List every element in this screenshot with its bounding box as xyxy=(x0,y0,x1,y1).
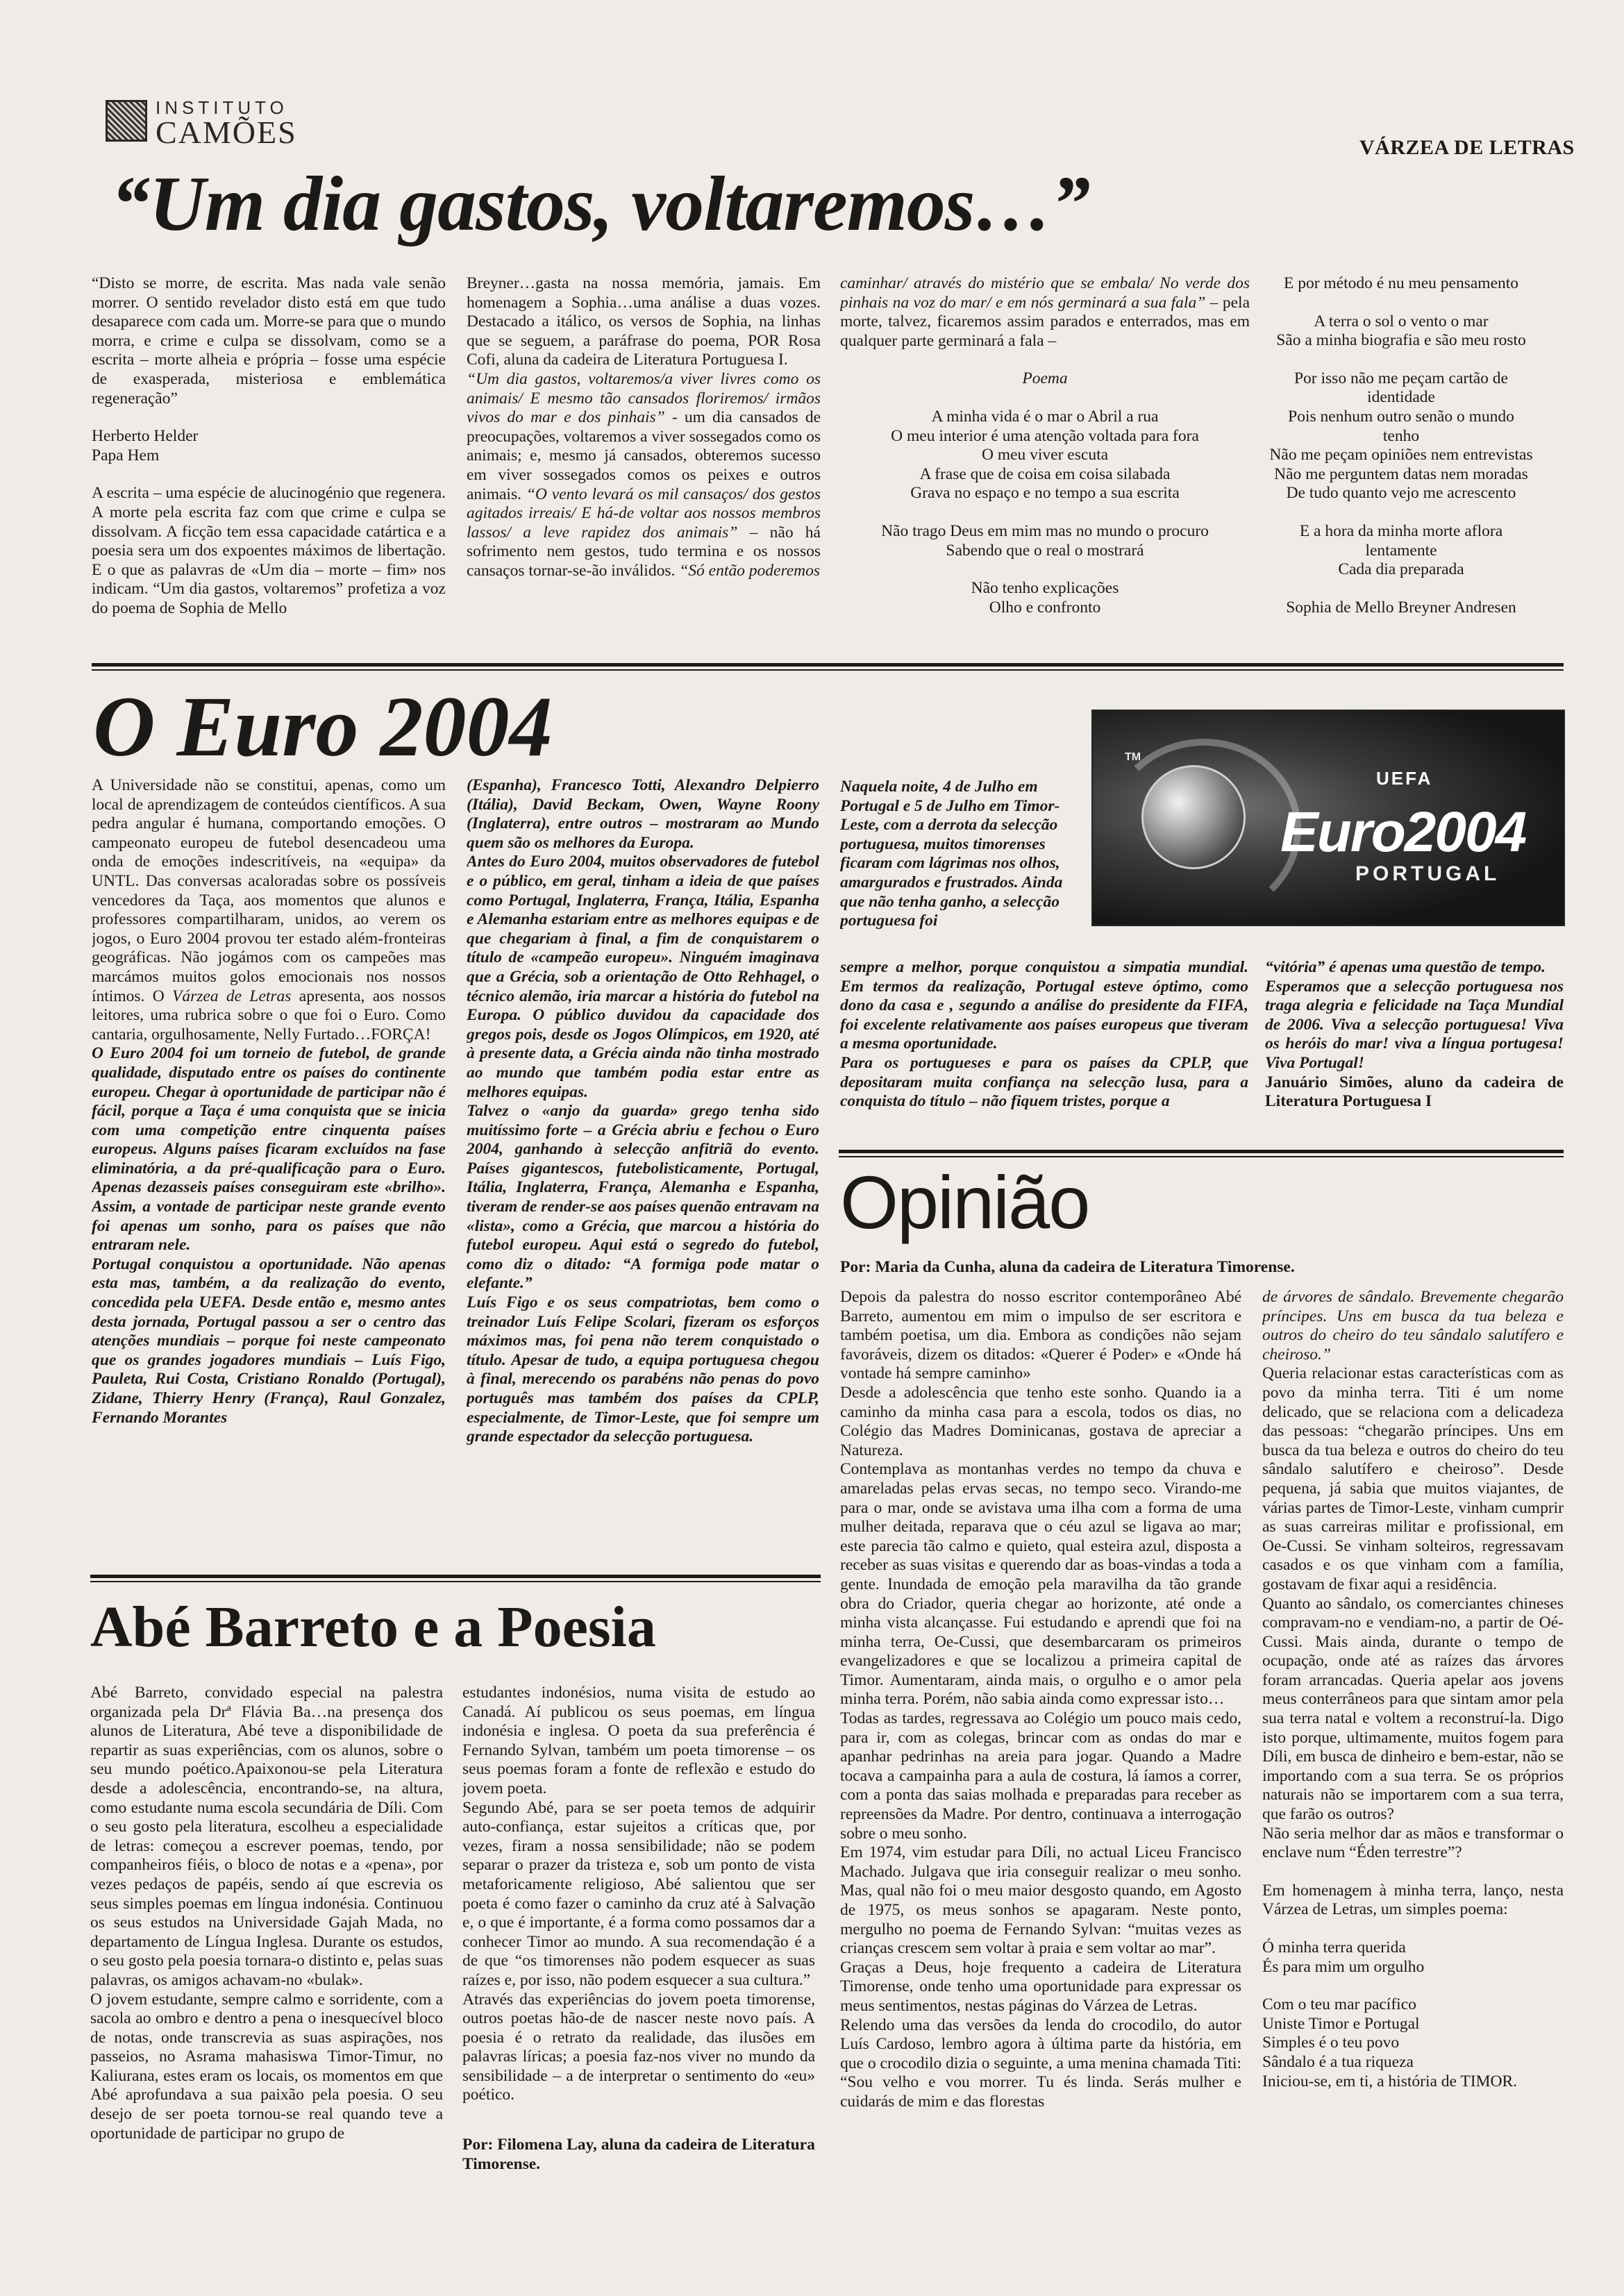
body-paragraph: Abé Barreto, convidado especial na palestra organizada pela Drª Flávia Ba…na presença dos alunos de Literatura, Abé teve a disponibilidade de repartir as suas experiências, com os alunos, sobre o seu mundo poético.Apaixonou-se pela Literatura desde a adolescência, encontrando-se, na altura, como estudante numa escola secundária de Díli. Com o seu gosto pela literatura, escolheu a especialidade de letras: começou a escrever poemas, tendo, por companheiros fiéis, o bloco de notas e a «pena», por vezes pedaços de papéis, sendo aí que escrevia os seus simples poemas em língua indonésia. Continuou os seus estudos na Universidade Gajah Mada, no departamento de Língua Inglesa. Durante os estudos, o seu gosto pela poesia tornara-o distinto e, pelas suas palavras, os amigos achavam-no «bulak». O jovem estudante, sempre calmo e sorridente, com a sacola ao ombro e dentro a pena o inesquecível bloco de notas, onde transcrevia as suas aspirações, nos passeios, no Asrama mahasiswa Timor-Timur, no Kaliurana, estes eram os locais, os momentos em que Abé aprofundava a sua paixão pela poesia. O seu desejo de ser poeta tornou-se real quando teve a oportunidade de participar no grupo de xyxy=(90,1684,443,2143)
section-divider xyxy=(90,1575,821,1582)
section-divider xyxy=(839,1150,1564,1157)
article1-headline: “Um dia gastos, voltaremos…” xyxy=(111,161,1090,247)
article1-col3 xyxy=(840,274,1250,649)
article1-col4: E por método é nu meu pensamento A terra o sol o vento o mar São a minha biografia e são meu rosto Por isso não me peçam cartão de identidade Pois nenhum outro senão o mundo tenho Não me peçam opiniões nem entrevistas Não me perguntem datas nem moradas De tudo quanto vejo me acrescento E a hora da minha morte aflora lentamente Cada dia preparada Sophia de Mello Breyner Andresen xyxy=(1269,274,1533,617)
article2-headline: O Euro 2004 xyxy=(93,679,553,774)
body-paragraph: Depois da palestra do nosso escritor contemporâneo Abé Barreto, aumentou em mim o impulso de ser escritora e também poetisa, um dia. Embora as condições não sejam favoráveis, dizem os ditados: «Querer é Poder» e «Onde há vontade há sempre caminho» Desde a adolescência que tenho este sonho. Quando ia a caminho da minha casa para a escola, todos os dias, no Colégio das Madres Dominicanas, gostava de apreciar a Natureza. Contemplava as montanhas verdes no tempo da chuva e amareladas pelas ervas secas, no tempo seco. Virando-me para o mar, onde se avistava uma ilha com a forma de uma mulher deitada, reparava que o céu azul se ligava ao mar; este parecia tão calmo e quieto, qual esteira azul, disposta a receber as suas visitas e querendo dar as boas-vindas a toda a gente. Inundada de emoção pela maravilha da tão grande obra do Criador, queria chegar ao horizonte, até onde a minha vista alcançasse. Fui estudando e aprendi que foi na minha terra, Oe-Cussi, que desembarcaram os primeiros evangelizadores e que se localizou a primeira capital de Timor. Aumentaram, ainda mais, o orgulho e o amor pela minha terra. Porém, não sabia ainda como expressar isto… Todas as tardes, regressava ao Colégio um pouco mais cedo, para ir, com as colegas, brincar com as ondas do mar e apanhar pedrinhas na areia para jogar. Quando a Madre tocava a campainha para a aula de costura, lá íamos a correr, com a ponta das saias molhada e preparadas para receber as repreensões da Madre. Por dentro, continuava a interrogação sobre o meu sonho. Em 1974, vim estudar para Díli, no actual Liceu Francisco Machado. Julgava que iria conseguir realizar o meu sonho. Mas, qual não foi o meu maior desgosto quando, em Agosto de 1975, os meus sonhos se apagaram. Neste ponto, mergulho no poema de Fernando Sylvan: “muitas vezes as crianças crescem sem voltar à praia e sem voltar ao mar”. Graças a Deus, hoje frequento a cadeira de Literatura Timorense, onde tenho uma oportunidade para expressar os meus sentimentos, nestas páginas do Várzea de Letras. Relendo uma das versões da lenda do crocodilo, do autor Luís Cardoso, lembro agora à última parte da história, em que o crocodilo dizia o seguinte, a uma menina chamada Titi: “Sou velho e vou morrer. Tu és linda. Serás mulher e cuidarás de mim e das florestas xyxy=(840,1288,1241,2111)
portugal-label: PORTUGAL xyxy=(1355,862,1500,885)
swirl-icon xyxy=(1107,739,1301,919)
poem-stanza-a: A minha vida é o mar o Abril a rua O meu interior é uma atenção voltada para fora O meu viver escuta A frase que de coisa em coisa silabada Grava no espaço e no tempo a sua escrita Não trago Deus em mim mas no mundo o procuro Sabendo que o real o mostrará Não tenho explicações Olho e confronto xyxy=(881,407,1209,617)
article3-author: Por: Filomena Lay, aluna da cadeira de Literatura Timorense. xyxy=(462,2136,815,2173)
body-paragraph: Breyner…gasta na nossa memória, jamais. Em homenagem a Sophia…uma análise a duas vozes. Destacado a itálico, os versos de Sophia, na linhas que se seguem, a paráfrase do poema, POR Rosa Cofi, aluna da cadeira de Literatura Portuguesa I. “Um dia gastos, voltaremos/a viver livres como os animais/ E mesmo tão cansados floriremos/ irmãos vivos do mar e dos pinhais” - um dia cansados de preocupações, voltaremos a viver sossegados como os animais; e, mesmo já cansados, obteremos sucesso em viver sossegados comos os peixes e outros animais. “O vento levará os mil cansaços/ dos gestos agitados irreais/ E há-de voltar aos nossos membros lassos/ a leve rapidez dos animais” – não há sofrimento nem gestos, tudo termina e os nossos cansaços tornar-se-ão inválidos. “Só então poderemos xyxy=(467,274,821,580)
body-paragraph: O Euro 2004 foi um torneio de futebol, de grande qualidade, disputado entre os países do continente europeu. Chegar à oportunidade de participar não é fácil, porque a Taça é uma conquista que se inicia com uma competição entre cinquenta países europeus. Alguns países ficaram excluídos na fase eliminatória, a da pré-qualificação para o Euro. Apenas dezasseis países conseguiram este «brilho». Assim, a vontade de participar neste grande evento foi apenas um sonho, para os países que não entraram nele. xyxy=(92,1044,446,1255)
poem-title: Poema xyxy=(1022,369,1068,388)
section-label: VÁRZEA DE LETRAS xyxy=(1359,136,1575,159)
article4-col2: de árvores de sândalo. Brevemente chegarão príncipes. Uns em busca da tua beleza e outros do cheiro do teu sândalo salutífero e cheiroso.” Queria relacionar estas características com as povo da minha terra. Titi é um nome delicado, que se relaciona com a delicadeza das pessoas: “chegarão príncipes. Uns em busca da tua beleza e outros do cheiro do teu sândalo salutífero e cheiroso”. Desde pequena, já sabia que muitos viajantes, de várias partes de Timor-Leste, vinham cumprir as suas carreiras militar e profissional, em Oe-Cussi. Se vinham solteiros, regressavam casados e os que vinham com a família, gostavam de fixar aqui a residência. Quanto ao sândalo, os comerciantes chineses compravam-no e vendiam-no, a partir de Oé-Cussi. Mais ainda, durante o tempo de ocupação, onde até as raízes das árvores foram arrancadas. Queria apelar aos jovens meus conterrâneos para que sintam amor pela sua terra natal e voltem a reconstruí-la. Digo isto porque, ultimamente, muitos fogem para Díli, em busca de dinheiro e bem-estar, não se importando com a sua terra. Se os próprios naturais não se importarem com a sua terra, que farão os outros? Não seria melhor dar as mãos e transformar o enclave num “Éden terrestre”? Em homenagem à minha terra, lanço, nesta Várzea de Letras, um simples poema: Ó minha terra querida És para mim um orgulho Com o teu mar pacífico Uniste Timor e Portugal Simples é o teu povo Sândalo é a tua riqueza Iniciou-se, em ti, a história de TIMOR. xyxy=(1262,1288,1564,2090)
article4-headline: Opinião xyxy=(840,1160,1089,1244)
article3-headline: Abé Barreto e a Poesia xyxy=(90,1595,656,1659)
section-divider xyxy=(92,663,1564,671)
body-paragraph: Portugal conquistou a oportunidade. Não apenas esta mas, também, a da realização do evento, concedida pela UEFA. Desde então e, mesmo antes desta jornada, Portugal passou a ser o centro das atenções mundiais – porque foi neste campeonato que os grandes jogadores mundiais – Luís Figo, Pauleta, Rui Costa, Cristiano Ronaldo (Portugal), Zidane, Thierry Henry (França), Raul Gonzalez, Fernando Morantes xyxy=(92,1255,446,1427)
article2-author: Januário Simões, aluno da cadeira de Literatura Portuguesa I xyxy=(1265,1073,1564,1111)
article2-col2: (Espanha), Francesco Totti, Alexandro Delpierro (Itália), David Beckam, Owen, Wayne Roony (Inglaterra), entre outros – mostraram ao Mundo quem são os melhores da Europa. Antes do Euro 2004, muitos observadores de futebol e o público, em geral, tinham a ideia de que países como Portugal, Inglaterra, França, Itália, Espanha e Alemanha estariam entre as melhores equipas e de que chegariam à final, a fim de conquistarem o título de «campeão europeu». Ninguém imaginava que a Grécia, sob a orientação de Otto Rehhagel, o técnico alemão, iria marcar a história do futebol na Europa. O público duvidou da capacidade dos gregos pois, desde os Jogos Olímpicos, em 1920, até à presente data, a Grécia ainda não tinha mostrado ao mundo que também podia estar entre as melhores equipas. Talvez o «anjo da guarda» grego tenha sido muitíssimo forte – a Grécia abriu e fechou o Euro 2004, ganhando à selecção anfitriã do evento. Países gigantescos, futebolisticamente, Portugal, Itália, Inglaterra, França, Alemanha e Espanha, tiveram de render-se aos países quenão entravam na «lista», como a Grécia, que marcou a história do futebol europeu. Aqui está o segredo do futebol, como diz o ditado: “A formiga pode matar o elefante.” Luís Figo e os seus compatriotas, bem como o treinador Luís Felipe Scolari, fizeram os esforços máximos mas, foi pena não terem conquistado o título. Apesar de tudo, a equipa portuguesa chegou à final, merecendo os parabéns não penas do povo português mas também dos países da CPLP, especialmente, de Timor-Leste, que foi sempre um grande espectador da selecção portuguesa. xyxy=(467,776,819,1446)
logo-emblem-icon xyxy=(106,100,147,142)
closing-poem: Ó minha terra querida És para mim um orgulho Com o teu mar pacífico Uniste Timor e Portugal Simples é o teu povo Sândalo é a tua riqueza Iniciou-se, em ti, a história de TIMOR. xyxy=(1262,1938,1518,2090)
euro2004-image xyxy=(1091,710,1565,926)
article2-col4: “vitória” é apenas uma questão de tempo. Esperamos que a selecção portuguesa nos traga alegria e felicidade na Taça Mundial de 2006. Viva a selecção portuguesa! Viva os heróis do mar! viva a língua portugesa! Viva Portugal! Januário Simões, aluno da cadeira de Literatura Portuguesa I xyxy=(1265,958,1564,1111)
article4-byline: Por: Maria da Cunha, aluna da cadeira de Literatura Timorense. xyxy=(840,1258,1295,1276)
article1-col2 xyxy=(467,274,821,649)
article2-col3-top: Naquela noite, 4 de Julho em Portugal e 5 de Julho em Timor-Leste, com a derrota da selecção portuguesa, muitos timorenses ficaram com lágrimas nos olhos, amargurados e frustrados. Ainda que não tenha ganho, a selecção portuguesa foi xyxy=(840,778,1063,930)
euro2004-brand: Euro2004 xyxy=(1280,801,1526,864)
logo-line2: CAMÕES xyxy=(156,115,297,150)
poem-author: Sophia de Mello Breyner Andresen xyxy=(1286,598,1516,617)
body-paragraph: A Universidade não se constitui, apenas, como um local de aprendizagem de conteúdos científicos. A sua pedra angular é humana, comportando emoções. O campeonato europeu de futebol desencadeou uma onda de emoções indescritíveis, na «equipa» da UNTL. Das conversas acaloradas sobre os possíveis vencedores da Taça, aos momentos que alunos e professores compartilharam, unidos, ao verem os jogos, o Euro 2004 provou ter estado além-fronteiras geográficas. Não jogámos com os campeões mas marcámos muitos golos emocionais nos nossos íntimos. O Várzea de Letras apresenta, aos nossos leitores, uma rubrica sobre o que foi o Euro. Como cantaria, orgulhosamente, Nelly Furtado…FORÇA! xyxy=(92,776,446,1044)
article3-col2 xyxy=(462,1684,815,2239)
logo-line1: INSTITUTO xyxy=(156,97,288,118)
quote-paragraph: “Disto se morre, de escrita. Mas nada vale senão morrer. O sentido revelador disto está em que tudo desaparece com cada um. Morre-se para que o mundo morra, e crime e culpa se dissolvam, como se a escrita – morte alheia e própria – fosse uma espécie de exasperada, misteriosa e emblemática regeneração” xyxy=(92,274,446,408)
article1-col1 xyxy=(92,274,446,649)
article2-col3: sempre a melhor, porque conquistou a simpatia mundial. Em termos da realização, Portugal esteve óptimo, como dono da casa e , segundo a análise do presidente da FIFA, foi excelente relativamente aos países europeus que tiveram a mesma oportunidade. Para os portugueses e para os países da CPLP, que depositaram muita confiança na selecção lusa, para a conquista do título – não fiquem tristes, porque a xyxy=(840,958,1248,1111)
tm-mark: TM xyxy=(1125,751,1141,763)
article4-col1 xyxy=(840,1288,1241,2229)
body-paragraph: A escrita – uma espécie de alucinogénio que regenera. A morte pela escrita faz com que crime e culpa se dissolvam. A ficção tem essa capacidade catártica e a poesia sera um dos expoentes máximos de libertação. E o que as palavras de «Um dia – morte – fim» nos indicam. “Um dia gastos, voltaremos” profetiza a voz do poema de Sophia de Mello xyxy=(92,484,446,617)
quote-attribution: Herberto Helder Papa Hem xyxy=(92,427,199,464)
body-paragraph: estudantes indonésios, numa visita de estudo ao Canadá. Aí publicou os seus poemas, em língua indonésia e inglesa. O poeta da sua preferência é Fernando Sylvan, também um poeta timorense – os seus poemas foram a fonte de reflexão e estudo do jovem poeta. Segundo Abé, para se ser poeta temos de adquirir auto-confiança, estar sujeitos a críticas que, por vezes, firam a nossa sensibilidade; não se podem separar o prazer da tristeza e, sob um ponto de vista metaforicamente religioso, Abé salientou que ser poeta é como fazer o caminho da cruz até à Salvação e, o que é importante, é a forma como possamos dar a conhecer Timor ao mundo. A sua recomendação é a de que “os timorenses não podem esquecer as suas raízes e, por isso, não podem esquecer a sua cultura.” Através das experiências do jovem poeta timorense, outros poetas hão-de de nascer neste novo país. A poesia é o retrato da realidade, das ilusões em palavras líricas; a poesia faz-nos viver no mundo da sensibilidade – a de interpretar o sentimento do «eu» poético. xyxy=(462,1684,815,2104)
institute-logo xyxy=(106,97,328,150)
uefa-label: UEFA xyxy=(1376,768,1433,789)
article2-col1 xyxy=(92,776,446,1554)
article3-col1 xyxy=(90,1684,443,2239)
body-paragraph: caminhar/ através do mistério que se embala/ No verde dos pinhais na voz do mar/ e em nós germinará a sua fala” – pela morte, talvez, ficaremos assim parados e enterrados, mas em qualquer parte germinará a fala – xyxy=(840,274,1250,350)
